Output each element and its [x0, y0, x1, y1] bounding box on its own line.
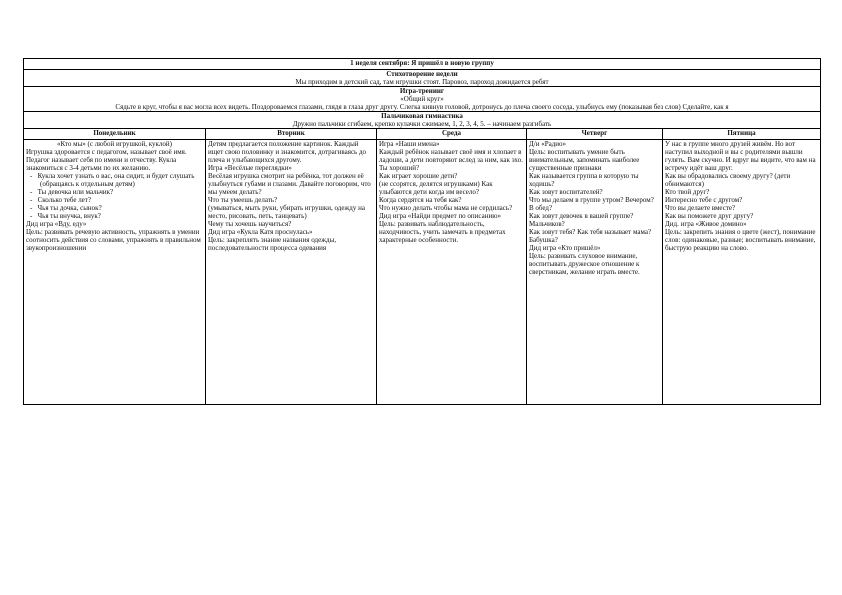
- friday-line: Цель: закрепить знания о цвете (жест), понимание слов: одинаковые, разные; воспитывать внимание, быструю реакцию на слово.: [665, 228, 816, 252]
- monday-dash-item: - Чья ты дочка, сынок?: [30, 204, 102, 212]
- tuesday-line: (умываться, мыть руки, убирать игрушки, одежду на место, рисовать, петь, танцевать): [208, 204, 365, 220]
- finger-gymnastics-section: [24, 112, 821, 129]
- poem-section: [24, 70, 821, 87]
- day-monday-header: Понедельник: [24, 129, 206, 140]
- thursday-line: Как зовут воспитателей?: [529, 188, 603, 196]
- tuesday-line: Весёлая игрушка смотрит на ребёнка, тот должен её улыбнуться губами и глазами. Давайте поговорим, что мы умеем делать?: [208, 172, 371, 196]
- tuesday-line: Цель: закреплять знание названия одежды, последовательности процесса одевания: [208, 236, 337, 252]
- tuesday-line: Что ты умеешь делать?: [208, 196, 278, 204]
- wednesday-line: Каждый ребёнок называет своё имя и хлопает в ладоши, а дети повторяют вслед за ним, как эхо.: [379, 148, 523, 164]
- thursday-line: Что мы делаем в группе утром? Вечером? В обед?: [529, 196, 654, 212]
- thursday-line: Как зовут девочек в вашей группе?: [529, 212, 634, 220]
- thursday-line: Дид игра «Кто пришёл»: [529, 244, 601, 252]
- game-training-name: «Общий круг»: [400, 95, 444, 103]
- monday-line: «Кто мы» (с любой игрушкой, куклой): [57, 140, 172, 148]
- thursday-line: Как называется группа в которую ты ходишь?: [529, 172, 639, 188]
- finger-text: Дружно пальчики сгибаем, крепко кулачки сжимаем, 1, 2, 3, 4, 5. – начинаем разгибать: [292, 120, 552, 128]
- wednesday-line: Игра «Наши имена»: [379, 140, 440, 148]
- thursday-line: Цель: воспитывать умение быть внимательным, запоминать наиболее существенные признаки: [529, 148, 640, 172]
- wednesday-line: (не ссорятся, делятся игрушками) Как улыбаются дети когда им весело?: [379, 180, 493, 196]
- tuesday-line: Игра «Весёлые переглядки»: [208, 164, 292, 172]
- monday-line: Цель: развивать речевую активность, упражнять в умении соотносить действия со словами, упражнять в правильном звукопроизношении: [26, 228, 201, 252]
- tuesday-line: Дид игра «Кукла Катя проснулась»: [208, 228, 313, 236]
- friday-line: Как вы поможете друг другу?: [665, 212, 754, 220]
- finger-heading: Пальчиковая гимнастика: [381, 112, 463, 120]
- poem-text: Мы приходим в детский сад, там игрушки стоят. Паровоз, пароход дожидается ребят: [295, 78, 549, 86]
- day-wednesday-header: Среда: [377, 129, 527, 140]
- wednesday-line: Цель: развивать наблюдательность, находчивость, учить замечать в предметах характерные особенности.: [379, 220, 506, 244]
- wednesday-line: Дид игра «Найди предмет по описанию»: [379, 212, 501, 220]
- week-title: 1 неделя сентября: Я пришёл в новую группу: [24, 59, 821, 70]
- wednesday-line: Ты хороший?: [379, 164, 420, 172]
- friday-line: Интересно тебе с другом?: [665, 196, 743, 204]
- thursday-line: Как зовут тебя? Как тебя называет мама? Бабушка?: [529, 228, 652, 244]
- wednesday-line: Что нужно делать чтобы мама не сердилась?: [379, 204, 513, 212]
- friday-cell: [663, 140, 821, 405]
- game-training-text: Сядьте в круг, чтобы я вас могла всех видеть. Поздороваемся глазами, глядя в глаза друг другу. Слегка кивнув головой, дотронусь до плеча своего соседа, улыбнусь ему (показывая без слов) Сделайте, как я: [115, 103, 729, 111]
- days-content-row: [24, 140, 821, 405]
- monday-dash-item: - Ты девочка или мальчик?: [30, 188, 114, 196]
- monday-line: Игрушка здоровается с педагогом, называет своё имя. Педагог называет себя по имени и отчеству. Кукла знакомиться с 3-4 детьми по их желанию.: [26, 148, 187, 172]
- wednesday-line: Когда сердятся на тебя как?: [379, 196, 462, 204]
- weekly-plan-table: [23, 58, 821, 405]
- wednesday-line: Как играет хорошие дети?: [379, 172, 458, 180]
- poem-heading: Стихотворение недели: [386, 70, 458, 78]
- thursday-line: Д/и «Радио»: [529, 140, 567, 148]
- day-friday-header: Пятница: [663, 129, 821, 140]
- game-training-section: [24, 87, 821, 112]
- friday-line: Как вы обрадовались своему другу? (дети обнимаются): [665, 172, 791, 188]
- monday-dash-item: - Кукла хочет узнать о вас, она сидит, и будет слушать (обращаясь к отдельным детям): [30, 172, 195, 188]
- thursday-line: Мальчиков?: [529, 220, 565, 228]
- monday-cell: [24, 140, 206, 405]
- friday-line: Дид. игра «Живое домино»: [665, 220, 747, 228]
- day-thursday-header: Четверг: [527, 129, 663, 140]
- monday-dash-item: - Чья ты внучка, внук?: [30, 212, 101, 220]
- game-training-heading: Игра-тренинг: [399, 87, 445, 95]
- thursday-cell: [527, 140, 663, 405]
- monday-line: Дид игра «Вду, еду»: [26, 220, 87, 228]
- days-header-row: [24, 129, 821, 140]
- thursday-line: Цель: развивать слуховое внимание, воспитывать дружеское отношение к сверстникам, желание играть вместе.: [529, 252, 640, 276]
- wednesday-cell: [377, 140, 527, 405]
- tuesday-line: Чему ты хочешь научиться?: [208, 220, 292, 228]
- tuesday-cell: [206, 140, 377, 405]
- friday-line: Что вы делаете вместе?: [665, 204, 736, 212]
- friday-line: Кто твой друг?: [665, 188, 710, 196]
- friday-line: У нас в группе много друзей живём. Но вот наступил выходной и вы с родителями вышли гулять. Вам скучно. И вдруг вы видите, что вам на встречу идёт ваш друг.: [665, 140, 816, 172]
- day-tuesday-header: Вторник: [206, 129, 377, 140]
- tuesday-line: Детям предлагается положение картинок. Каждый ищет свою половинку и знакомится, дотрагиваясь до плеча и улыбающихся другому.: [208, 140, 367, 164]
- monday-dash-item: - Сколько тебе лет?: [30, 196, 91, 204]
